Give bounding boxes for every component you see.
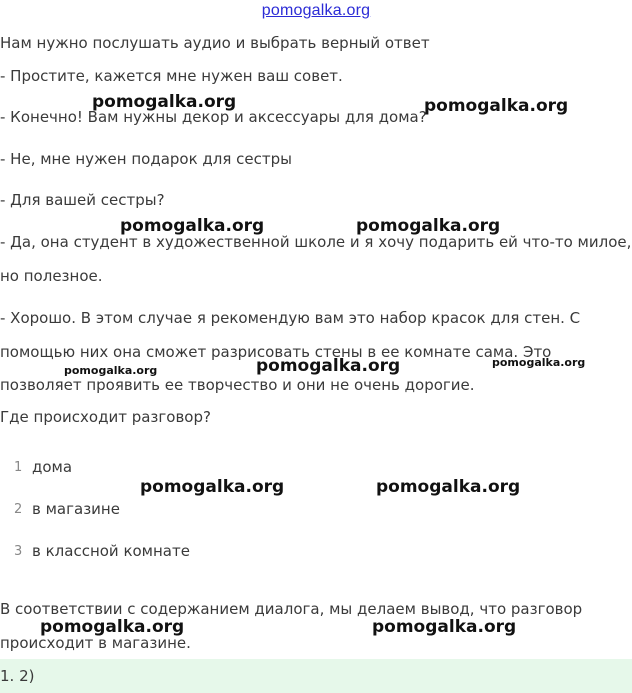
conclusion-line: В соответствии с содержанием диалога, мы делаем вывод, что разговор [0, 600, 583, 618]
dialogue-line: но полезное. [0, 267, 103, 285]
option-number: 1 [14, 460, 23, 475]
watermark: pomogalka.org [92, 92, 237, 112]
watermark: pomogalka.org [120, 216, 265, 236]
dialogue-line: - Простите, кажется мне нужен ваш совет. [0, 67, 343, 85]
answer-text: 1. 2) [0, 667, 35, 685]
watermark: pomogalka.org [140, 477, 285, 497]
option-text[interactable]: дома [32, 458, 73, 476]
site-watermark-link[interactable]: pomogalka.org [261, 2, 371, 19]
watermark: pomogalka.org [372, 617, 517, 637]
option-text[interactable]: в магазине [32, 500, 120, 518]
watermark: pomogalka.org [492, 356, 586, 369]
watermark: pomogalka.org [256, 356, 401, 376]
dialogue-line: - Для вашей сестры? [0, 191, 165, 209]
dialogue-line: помощью них она сможет разрисовать стены в ее комнате сама. Это [0, 343, 552, 361]
dialogue-line: - Да, она студент в художественной школе и я хочу подарить ей что-то милое, [0, 233, 632, 251]
watermark: pomogalka.org [40, 617, 185, 637]
dialogue-line: - Хорошо. В этом случае я рекомендую вам это набор красок для стен. С [0, 309, 581, 327]
option-number: 2 [14, 502, 23, 517]
watermark: pomogalka.org [356, 216, 501, 236]
intro-text: Нам нужно послушать аудио и выбрать верный ответ [0, 34, 430, 52]
answer-bar [0, 659, 632, 693]
question-text: Где происходит разговор? [0, 408, 211, 426]
option-number: 3 [14, 544, 23, 559]
conclusion-line: происходит в магазине. [0, 634, 191, 652]
dialogue-line: позволяет проявить ее творчество и они не очень дорогие. [0, 376, 475, 394]
watermark: pomogalka.org [424, 96, 569, 116]
watermark: pomogalka.org [64, 364, 158, 377]
watermark: pomogalka.org [376, 477, 521, 497]
dialogue-line: - Не, мне нужен подарок для сестры [0, 150, 292, 168]
dialogue-line: - Конечно! Вам нужны декор и аксессуары для дома? [0, 108, 427, 126]
option-text[interactable]: в классной комнате [32, 542, 190, 560]
